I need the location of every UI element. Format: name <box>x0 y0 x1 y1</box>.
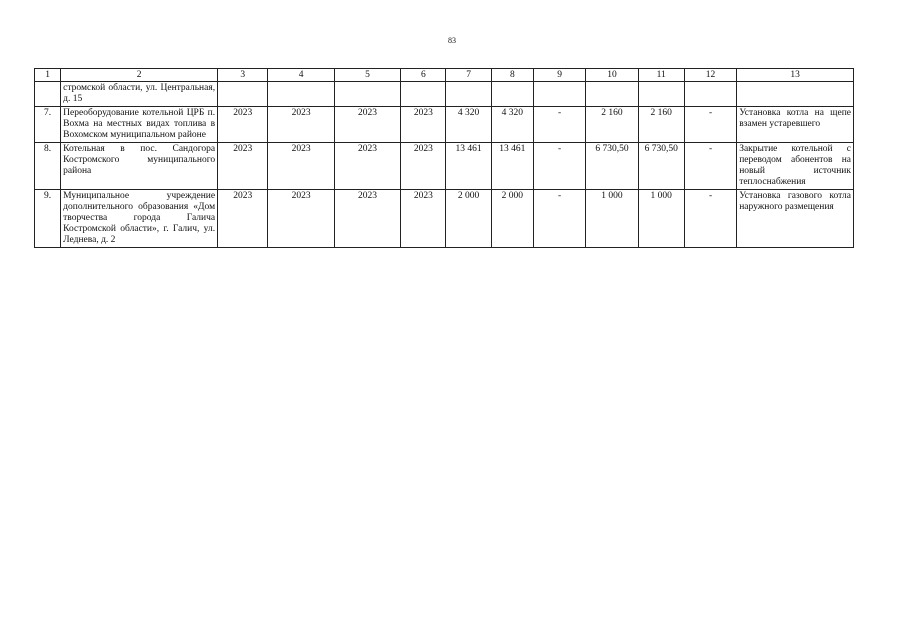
cell-col10 <box>586 82 638 107</box>
cell-col12: - <box>684 143 736 190</box>
cell-col10: 1 000 <box>586 190 638 248</box>
cell-col8: 2 000 <box>491 190 533 248</box>
cell-col13: Закрытие котельной с переводом абонентов на новый источник теплоснабжения <box>737 143 854 190</box>
cell-col9: - <box>533 190 585 248</box>
cell-col3: 2023 <box>218 190 268 248</box>
cell-col5: 2023 <box>334 143 400 190</box>
cell-col4: 2023 <box>268 190 334 248</box>
row-number <box>35 82 61 107</box>
header-cell-2: 2 <box>61 69 218 82</box>
cell-col11: 2 160 <box>638 107 684 143</box>
page-number: 83 <box>448 36 456 45</box>
header-cell-3: 3 <box>218 69 268 82</box>
investment-table <box>34 68 854 248</box>
cell-col9: - <box>533 143 585 190</box>
table-row-continuation <box>35 82 854 107</box>
row-number: 9. <box>35 190 61 248</box>
header-cell-6: 6 <box>401 69 446 82</box>
cell-col3: 2023 <box>218 107 268 143</box>
cell-col7: 4 320 <box>446 107 491 143</box>
cell-col7: 2 000 <box>446 190 491 248</box>
cell-col9 <box>533 82 585 107</box>
header-cell-12: 12 <box>684 69 736 82</box>
object-name: Котельная в пос. Сандогора Костромского муниципального района <box>61 143 218 190</box>
cell-col10: 2 160 <box>586 107 638 143</box>
header-cell-9: 9 <box>533 69 585 82</box>
header-row <box>35 69 854 82</box>
cell-col8: 4 320 <box>491 107 533 143</box>
cell-col4 <box>268 82 334 107</box>
cell-col5: 2023 <box>334 107 400 143</box>
object-name: Муниципальное учреждение дополнительного образования «Дом творчества города Галича Костромской области», г. Галич, ул. Леднева, д. 2 <box>61 190 218 248</box>
cell-col8 <box>491 82 533 107</box>
cell-col7: 13 461 <box>446 143 491 190</box>
cell-col13: Установка газового котла наружного размещения <box>737 190 854 248</box>
cell-col12: - <box>684 190 736 248</box>
cell-col3: 2023 <box>218 143 268 190</box>
cell-col10: 6 730,50 <box>586 143 638 190</box>
cell-col9: - <box>533 107 585 143</box>
cell-col5: 2023 <box>334 190 400 248</box>
table-row-7 <box>35 107 854 143</box>
cell-col6 <box>401 82 446 107</box>
cell-col11: 1 000 <box>638 190 684 248</box>
object-name: Переоборудование котельной ЦРБ п. Вохма на местных видах топлива в Вохомском муниципальном районе <box>61 107 218 143</box>
cell-col12: - <box>684 107 736 143</box>
header-cell-10: 10 <box>586 69 638 82</box>
object-name: стромской области, ул. Центральная, д. 15 <box>61 82 218 107</box>
row-number: 8. <box>35 143 61 190</box>
cell-col3 <box>218 82 268 107</box>
cell-col5 <box>334 82 400 107</box>
cell-col13: Установка котла на щепе взамен устаревшего <box>737 107 854 143</box>
cell-col8: 13 461 <box>491 143 533 190</box>
cell-col12 <box>684 82 736 107</box>
cell-col11: 6 730,50 <box>638 143 684 190</box>
header-cell-7: 7 <box>446 69 491 82</box>
cell-col6: 2023 <box>401 190 446 248</box>
header-cell-13: 13 <box>737 69 854 82</box>
cell-col4: 2023 <box>268 143 334 190</box>
cell-col13 <box>737 82 854 107</box>
header-cell-8: 8 <box>491 69 533 82</box>
table-row-8 <box>35 143 854 190</box>
cell-col6: 2023 <box>401 143 446 190</box>
header-cell-11: 11 <box>638 69 684 82</box>
cell-col7 <box>446 82 491 107</box>
cell-col6: 2023 <box>401 107 446 143</box>
table-row-9 <box>35 190 854 248</box>
header-cell-1: 1 <box>35 69 61 82</box>
row-number: 7. <box>35 107 61 143</box>
header-cell-4: 4 <box>268 69 334 82</box>
cell-col4: 2023 <box>268 107 334 143</box>
cell-col11 <box>638 82 684 107</box>
header-cell-5: 5 <box>334 69 400 82</box>
